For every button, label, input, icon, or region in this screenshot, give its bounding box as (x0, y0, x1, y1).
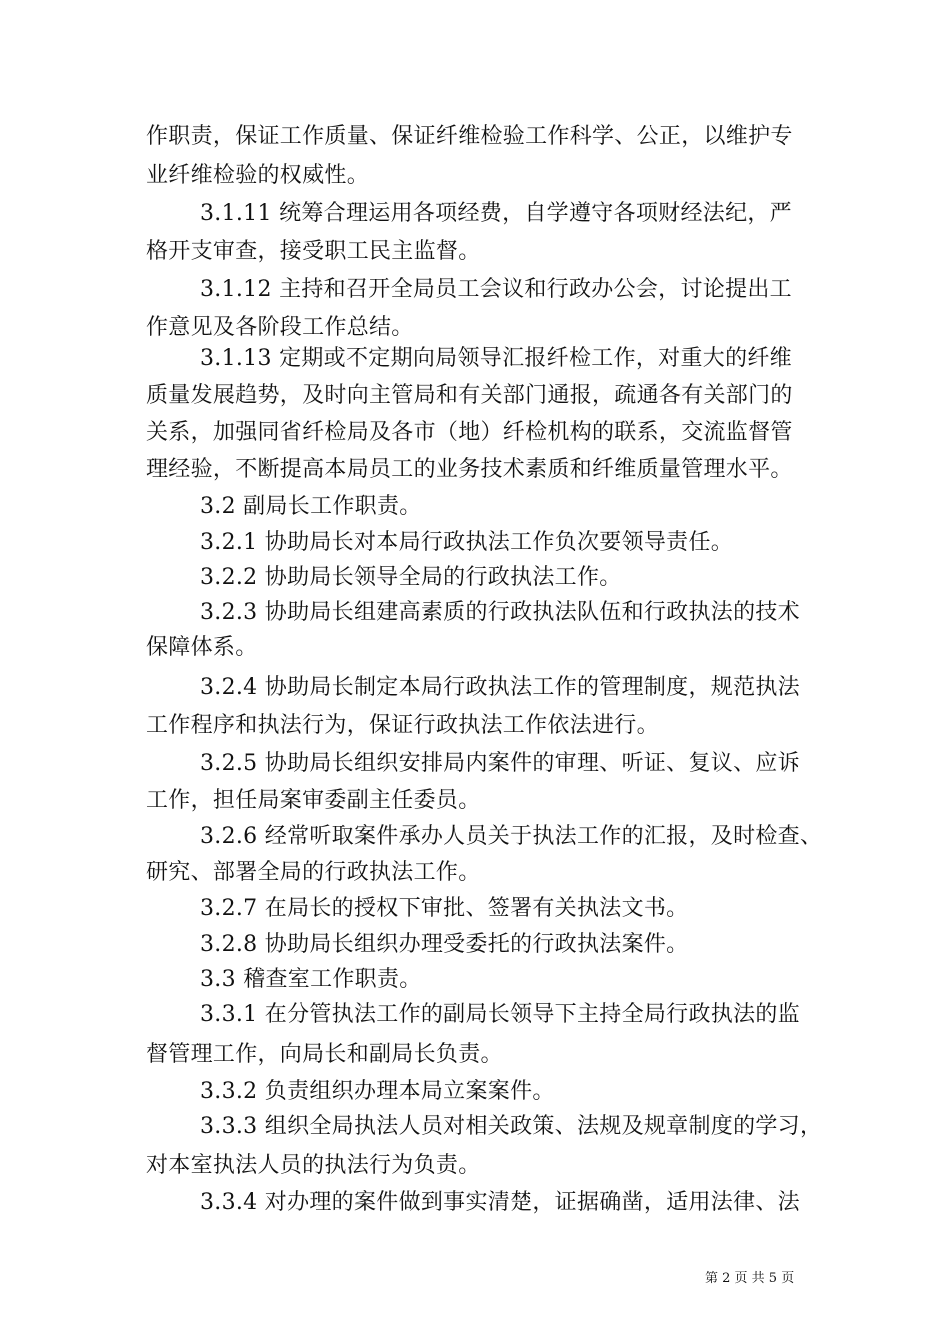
text-line: 3.2 副局长工作职责。 (200, 494, 422, 519)
text-line: 关系，加强同省纤检局及各市（地）纤检机构的联系，交流监督管 (146, 420, 793, 445)
text-line: 工作，担任局案审委副主任委员。 (146, 788, 481, 813)
text-line: 工作程序和执法行为，保证行政执法工作依法进行。 (146, 713, 659, 738)
text-line: 3.3.4 对办理的案件做到事实清楚，证据确凿，适用法律、法 (200, 1190, 800, 1215)
text-line: 研究、部署全局的行政执法工作。 (146, 860, 481, 885)
text-line: 3.2.4 协助局长制定本局行政执法工作的管理制度，规范执法 (200, 675, 800, 700)
text-line: 3.3 稽查室工作职责。 (200, 967, 422, 992)
text-line: 督管理工作，向局长和副局长负责。 (146, 1042, 503, 1067)
text-line: 3.1.11 统筹合理运用各项经费，自学遵守各项财经法纪，严 (200, 201, 792, 226)
text-line: 3.3.1 在分管执法工作的副局长领导下主持全局行政执法的监 (200, 1002, 800, 1027)
text-line: 3.1.12 主持和召开全局员工会议和行政办公会，讨论提出工 (200, 277, 792, 302)
text-line: 对本室执法人员的执法行为负责。 (146, 1153, 481, 1178)
text-line: 作意见及各阶段工作总结。 (146, 315, 414, 340)
text-line: 3.3.2 负责组织办理本局立案案件。 (200, 1079, 555, 1104)
text-line: 3.2.2 协助局长领导全局的行政执法工作。 (200, 565, 622, 590)
text-line: 保障体系。 (146, 635, 258, 660)
page-number: 第 2 页 共 5 页 (705, 1271, 795, 1286)
text-line: 3.3.3 组织全局执法人员对相关政策、法规及规章制度的学习， (200, 1114, 823, 1139)
text-line: 3.2.3 协助局长组建高素质的行政执法队伍和行政执法的技术 (200, 600, 800, 625)
text-line: 作职责，保证工作质量、保证纤维检验工作科学、公正，以维护专 (146, 124, 793, 149)
text-line: 3.2.6 经常听取案件承办人员关于执法工作的汇报，及时检查、 (200, 824, 823, 849)
text-line: 质量发展趋势，及时向主管局和有关部门通报，疏通各有关部门的 (146, 383, 793, 408)
text-line: 3.2.8 协助局长组织办理受委托的行政执法案件。 (200, 932, 689, 957)
text-line: 3.2.5 协助局长组织安排局内案件的审理、听证、复议、应诉 (200, 751, 800, 776)
text-line: 3.2.7 在局长的授权下审批、签署有关执法文书。 (200, 896, 689, 921)
text-line: 3.2.1 协助局长对本局行政执法工作负次要领导责任。 (200, 530, 734, 555)
text-line: 3.1.13 定期或不定期向局领导汇报纤检工作，对重大的纤维 (200, 346, 792, 371)
text-line: 理经验，不断提高本局员工的业务技术素质和纤维质量管理水平。 (146, 457, 793, 482)
text-line: 业纤维检验的权威性。 (146, 163, 370, 188)
text-line: 格开支审查，接受职工民主监督。 (146, 239, 481, 264)
